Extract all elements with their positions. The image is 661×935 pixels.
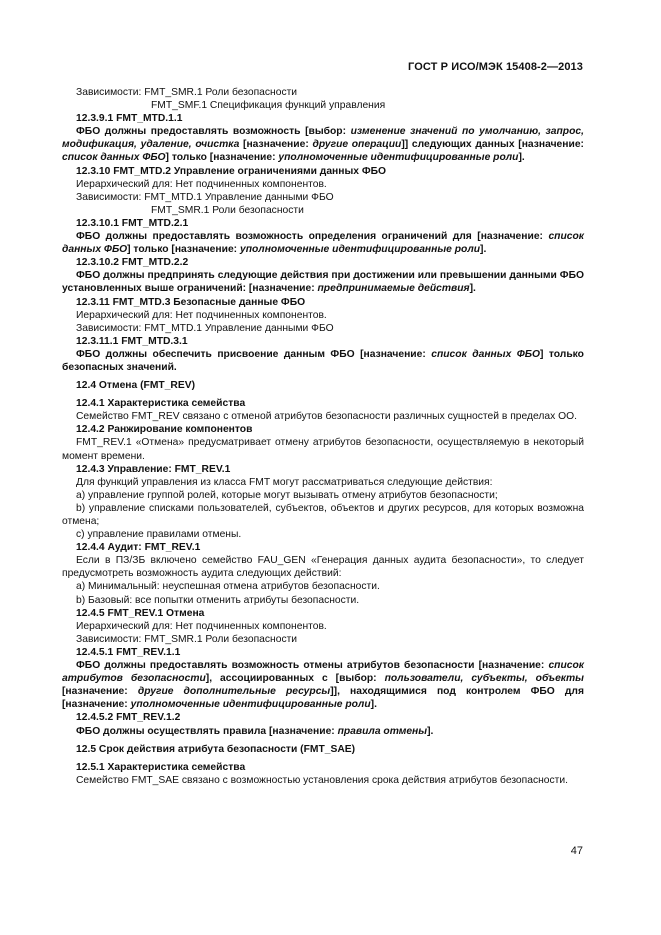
document-header: ГОСТ Р ИСО/МЭК 15408-2—2013 (408, 61, 583, 73)
hierarchical-line: Иерархический для: Нет подчиненных компонентов. (76, 620, 327, 632)
dependencies-continuation: FMT_SMF.1 Спецификация функций управления (151, 100, 386, 112)
dependencies-line: Зависимости: FMT_SMR.1 Роли безопасности (76, 87, 298, 98)
paragraph: Для функций управления из класса FMT могут рассматриваться следующие действия: (76, 476, 493, 488)
hierarchical-line: Иерархический для: Нет подчиненных компонентов. (76, 309, 327, 321)
requirement-text: ФБО должны осуществлять правила [назначение: правила отмены]. (76, 725, 434, 737)
requirement-text: ФБО должны предоставлять возможность определения ограничений для [назначение: список данных ФБО] только [назначение: уполномоченные идентифицированные роли]. (62, 231, 584, 256)
subsection-heading: 12.4.4 Аудит: FMT_REV.1 (76, 542, 201, 554)
list-item: b) Базовый: все попытки отменить атрибуты безопасности. (76, 594, 360, 606)
list-item: a) управление группой ролей, которые могут вызывать отмену атрибутов безопасности; (76, 489, 498, 501)
component-heading: 12.3.10 FMT_MTD.2 Управление ограничениями данных ФБО (76, 165, 387, 177)
subsection-heading: 12.4.3 Управление: FMT_REV.1 (76, 463, 231, 475)
element-heading: 12.3.10.1 FMT_MTD.2.1 (76, 217, 189, 229)
component-heading: 12.3.11 FMT_MTD.3 Безопасные данные ФБО (76, 296, 306, 308)
paragraph: FMT_REV.1 «Отмена» предусматривает отмену атрибутов безопасности, осуществляемую в некоторый момент времени. (62, 437, 584, 462)
list-item: c) управление правилами отмены. (76, 529, 242, 541)
list-item: a) Минимальный: неуспешная отмена атрибутов безопасности. (76, 581, 380, 593)
paragraph: Семейство FMT_REV связано с отменой атрибутов безопасности различных сущностей в пределах ОО. (76, 411, 578, 423)
subsection-heading: 12.5.1 Характеристика семейства (76, 761, 246, 773)
section-heading: 12.5 Срок действия атрибута безопасности (FMT_SAE) (76, 743, 356, 755)
paragraph: Если в ПЗ/ЗБ включено семейство FAU_GEN «Генерация данных аудита безопасности», то следует предусмотреть возможность аудита следующих действий: (62, 555, 584, 580)
element-heading: 12.3.9.1 FMT_MTD.1.1 (76, 113, 183, 125)
dependencies-continuation: FMT_SMR.1 Роли безопасности (151, 204, 304, 216)
dependencies-line: Зависимости: FMT_SMR.1 Роли безопасности (76, 633, 298, 645)
element-heading: 12.4.5.2 FMT_REV.1.2 (76, 712, 181, 724)
element-heading: 12.4.5.1 FMT_REV.1.1 (76, 646, 181, 658)
component-heading: 12.4.5 FMT_REV.1 Отмена (76, 607, 205, 619)
subsection-heading: 12.4.2 Ранжирование компонентов (76, 424, 253, 436)
requirement-text: ФБО должны предоставлять возможность отмены атрибутов безопасности [назначение: список атрибутов безопасности], ассоциированных с [выбор: пользователи, субъекты, объекты [назначение: другие дополнительные ресурсы]], находящимися под контролем ФБО для [назначение: уполномоченные идентифицированные роли]. (62, 660, 584, 711)
element-heading: 12.3.11.1 FMT_MTD.3.1 (76, 335, 188, 347)
paragraph: Семейство FMT_SAE связано с возможностью установления срока действия атрибутов безопасности. (76, 774, 568, 786)
dependencies-line: Зависимости: FMT_MTD.1 Управление данными ФБО (76, 322, 334, 334)
subsection-heading: 12.4.1 Характеристика семейства (76, 398, 246, 410)
dependencies-line: Зависимости: FMT_MTD.1 Управление данными ФБО (76, 191, 334, 203)
requirement-text: ФБО должны обеспечить присвоение данным ФБО [назначение: список данных ФБО] только безопасных значений. (62, 348, 584, 373)
document-body (62, 86, 584, 787)
requirement-text: ФБО должны предпринять следующие действия при достижении или превышении данными ФБО установленных выше ограничений: [назначение: предпринимаемые действия]. (62, 270, 584, 295)
page-number: 47 (570, 845, 583, 857)
section-heading: 12.4 Отмена (FMT_REV) (76, 380, 196, 392)
hierarchical-line: Иерархический для: Нет подчиненных компонентов. (76, 178, 327, 190)
list-item: b) управление списками пользователей, субъектов, объектов и других ресурсов, для которых возможна отмена; (62, 502, 584, 527)
element-heading: 12.3.10.2 FMT_MTD.2.2 (76, 257, 189, 269)
requirement-text: ФБО должны предоставлять возможность [выбор: изменение значений по умолчанию, запрос, модификация, удаление, очистка [назначение: другие операции]] следующих данных [назначение: список данных ФБО] только [назначение: уполномоченные идентифицированные роли]. (62, 126, 584, 164)
